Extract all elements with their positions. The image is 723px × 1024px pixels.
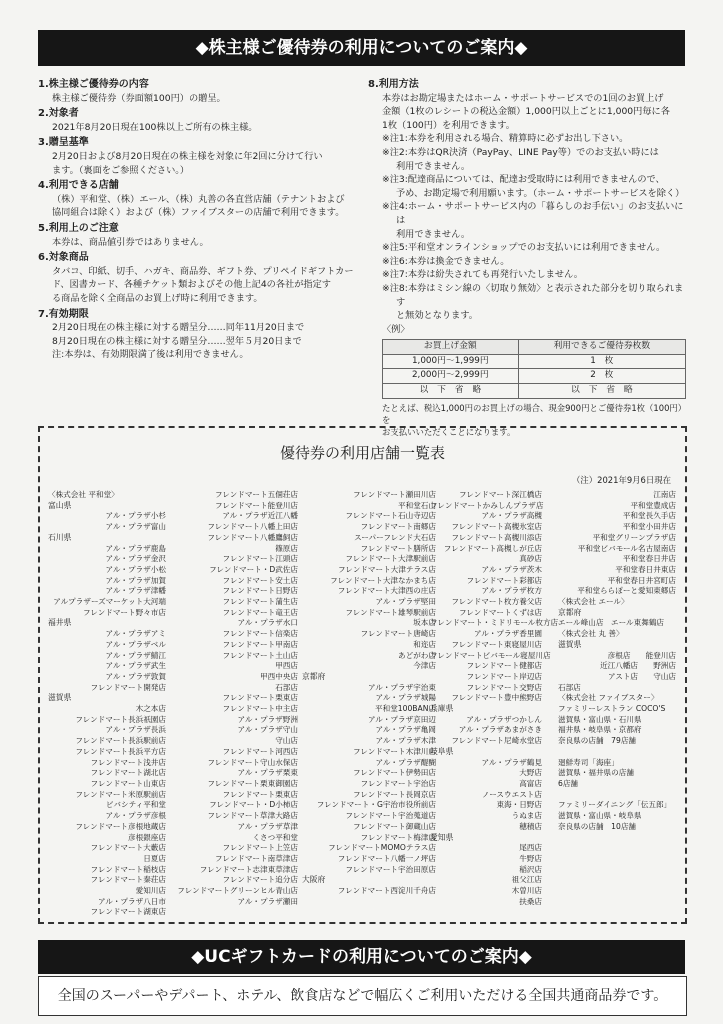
store-entry: アル・プラザ堅田 <box>375 597 436 607</box>
store-entry: アル・プラザ小松 <box>105 564 166 574</box>
store-entry: 平和堂石山 <box>398 500 436 510</box>
store-entry: 平和堂100BAN店 <box>375 704 436 714</box>
store-entry <box>558 790 676 801</box>
store-entry: 甲西中央店 <box>260 671 298 681</box>
uc-gift-description: 全国のスーパーやデパート、ホテル、飲食店などで幅広くご利用いただける全国共通商品券です。 <box>38 976 687 1016</box>
usage-note: ※注5:平和堂オンラインショップでのお支払いには利用できません。 <box>382 242 666 254</box>
store-entry: 江南店 <box>653 490 676 499</box>
store-entry: フレンドマート梅津店 <box>360 832 436 842</box>
guide-banner: ◆株主様ご優待券の利用についてのご案内◆ <box>38 30 685 66</box>
store-entry: フレンドマート浅井店 <box>90 757 166 767</box>
store-entry: 篠原店 <box>275 543 298 553</box>
info-section <box>38 179 356 220</box>
store-entry: フレンドマート八幡一ノ坪店 <box>337 853 436 863</box>
store-entry: 守山店 <box>275 736 298 746</box>
section-heading: 3.贈呈基準 <box>38 137 89 149</box>
store-entry: 和迩店 <box>413 639 436 649</box>
store-entry: 大阪府 <box>302 875 326 885</box>
store-entry: フレンドマート栗東御園店 <box>207 778 298 788</box>
store-entry: フレンドマート交野店 <box>466 682 542 692</box>
store-entry: アル・プラザアミ <box>105 629 166 639</box>
store-entry: 滋賀県・富山県・石川県 <box>558 714 642 724</box>
table-cell: 2 枚 <box>518 369 685 384</box>
store-entry: フレンドマート湖東店 <box>90 907 166 917</box>
store-entry: ファミリーダイニング「伝五郎」 <box>558 800 672 810</box>
table-cell: 1 枚 <box>518 354 685 369</box>
store-entry: フレンドマート健都店 <box>466 661 542 671</box>
info-section <box>38 308 356 362</box>
store-entry: ノースウエスト店 <box>481 789 542 799</box>
store-entry: アルプラザーズマーケット大河端 <box>53 597 166 607</box>
store-entry: アル・プラザ木津 <box>375 736 436 746</box>
store-list-box <box>38 426 687 924</box>
store-entry: フレンドマート湖北店 <box>90 768 166 778</box>
store-entry: フレンドマート長浜祇園店 <box>75 714 166 724</box>
table-cell: 2,000円～2,999円 <box>383 369 519 384</box>
store-entry: アル・プラザ近江八幡 <box>222 511 298 521</box>
store-entry: 平和堂グリーンプラザ店 <box>592 532 676 542</box>
usage-note: ※注8:本券はミシン線の〈切取り無効〉と表示された部分を切り取られます と無効となります。 <box>382 282 684 322</box>
store-entry: 〈株式会社 エール〉 <box>558 597 629 607</box>
section-heading: 4.利用できる店舗 <box>38 180 119 192</box>
store-entry: フレンドマート彩都店 <box>466 575 542 585</box>
store-entry: アル・プラザ瀬田 <box>237 896 298 906</box>
section-heading: 5.利用上のご注意 <box>38 222 119 234</box>
store-entry: フレンドマート能登川店 <box>214 500 298 510</box>
usage-note: ※注6:本券は換金できません。 <box>382 255 510 267</box>
store-entry: フレンドマート守山水保店 <box>207 757 298 767</box>
store-entry: フレンドマート・G宇治市役所前店 <box>316 800 436 810</box>
store-entry: アル・プラザ長浜 <box>105 725 166 735</box>
section-body: 2月20日現在の株主様に対する贈呈分……同年11月20日まで 8月20日現在の株主様に対する贈呈分……翌年５月20日まで 注:本券は、有効期限満了後は利用できません。 <box>52 322 305 361</box>
store-entry: フレンドマート江頭店 <box>222 554 298 564</box>
usage-method <box>368 78 690 438</box>
store-entry: 今津店 <box>413 661 436 671</box>
store-entry: 牛野店 <box>519 853 542 863</box>
usage-note: ※注4:ホーム・サポートサービス内の「暮らしのお手伝い」のお支払いには 利用できません。 <box>382 201 684 240</box>
store-entry: アル・プラザ枚方 <box>481 586 542 596</box>
section-body: 株主様ご優待券（券面額100円）の贈呈。 <box>52 92 226 104</box>
store-entry: フレンドマート尼崎水堂店 <box>451 736 542 746</box>
example-label: 〈例〉 <box>382 323 410 335</box>
store-entry: アル・プラザ金沢 <box>105 554 166 564</box>
store-entry: 石部店 <box>558 682 581 692</box>
store-entry: フレンドマート八幡鷹飼店 <box>207 532 298 542</box>
store-entry: 平和堂ららぽーと愛知東郷店 <box>577 586 676 596</box>
store-entry: フレンドマート長岡京店 <box>352 789 436 799</box>
info-section <box>38 251 356 305</box>
store-entry: フレンドマート御蔵山店 <box>352 821 436 831</box>
store-entry: フレンドマート宇治蒐道店 <box>345 811 436 821</box>
usage-heading: 8.利用方法 <box>368 79 419 90</box>
store-entry: アル・プラザ栗東 <box>237 768 298 778</box>
store-entry: 祖父江店 <box>511 875 542 885</box>
store-entry: 廻鮮寿司「海座」 <box>558 757 619 767</box>
store-entry: アル・プラザ城陽 <box>375 693 436 703</box>
store-entry: フレンドマート膳所店 <box>360 543 436 553</box>
store-entry: アル・プラザ敦賀 <box>105 671 166 681</box>
store-entry: 彦根銀座店 <box>128 832 166 842</box>
store-entry: 日夏店 <box>143 853 166 863</box>
store-entry: フレンドマート宇治店 <box>360 778 436 788</box>
section-body: 2月20日および8月20日現在の株主様を対象に年2回に分けて行い ます。（裏面をご参照ください。） <box>52 150 323 176</box>
store-entry: フレンドマート中主店 <box>222 704 298 714</box>
store-entry: アル・プラザ彦根 <box>105 811 166 821</box>
store-entry: フレンドマートくずは店 <box>458 607 542 617</box>
store-entry: フレンドマート五個荘店 <box>214 490 298 499</box>
section-heading: 1.株主様ご優待券の内容 <box>38 79 149 90</box>
store-entry: 坂本店 <box>413 618 436 628</box>
table-cell: 1,000円～1,999円 <box>383 354 519 369</box>
store-entry: フレンドマート栗東店 <box>222 693 298 703</box>
store-column-1 <box>48 490 166 918</box>
store-entry: フレンドマート彦根地蔵店 <box>75 821 166 831</box>
store-entry: フレンドマート上笠店 <box>222 843 298 853</box>
table-row <box>383 369 686 384</box>
store-entry: フレンドマート信楽店 <box>222 629 298 639</box>
uc-gift-banner: ◆UCギフトカードの利用についてのご案内◆ <box>38 940 685 974</box>
store-entry: 京都府 <box>558 607 582 617</box>
store-entry: 福井県・岐阜県・京都府 <box>558 725 642 735</box>
store-entry: フレンドマート竜王店 <box>222 607 298 617</box>
store-entry: フレンドマート栗東店 <box>222 789 298 799</box>
store-entry: フレンドマート伊勢田店 <box>352 768 436 778</box>
store-entry: 滋賀県 <box>48 693 72 703</box>
store-entry: 富山県 <box>48 500 72 510</box>
store-entry: アル・プラザ醍醐 <box>375 757 436 767</box>
store-entry: 平和堂春日井店 <box>622 554 676 564</box>
store-entry: 平和堂春日井宮町店 <box>607 575 676 585</box>
table-cell: 以 下 省 略 <box>518 384 685 399</box>
store-entry: 真砂店 <box>519 554 542 564</box>
store-entry: フレンドマート・ミドリモール枚方店 <box>430 618 559 628</box>
store-entry: フレンドマート深江橋店 <box>458 490 542 499</box>
store-entry: フレンドマート大津なかまち店 <box>330 575 436 585</box>
store-entry: うぬま店 <box>511 811 542 821</box>
store-entry: フレンドマート大津西の庄店 <box>337 586 436 596</box>
usage-body: 本券はお勘定場またはホーム・サポートサービスでの1回のお買上げ 金額（1枚のレシートの税込金額）1,000円以上ごとに1,000円毎に各 1枚（100円）を利用できます。 <box>382 92 670 131</box>
store-entry: フレンドマート岸辺店 <box>466 671 542 681</box>
store-entry: 愛知川店 <box>135 886 166 896</box>
store-entry: 福井県 <box>48 618 72 628</box>
section-heading: 7.有効期限 <box>38 308 89 320</box>
store-entry: フレンドマート木津川店 <box>352 746 436 756</box>
store-entry: アル・プラザ茨木 <box>481 564 542 574</box>
store-entry: フレンドマート豊中熊野店 <box>451 693 542 703</box>
store-entry: 稲沢店 <box>519 864 542 874</box>
store-entry: フレンドマート高槻川添店 <box>451 532 542 542</box>
store-entry: フレンドマート長浜駅前店 <box>75 736 166 746</box>
store-entry: フレンドマート大藪店 <box>90 843 166 853</box>
store-entry: フレンドマートMOMOテラス店 <box>328 843 436 853</box>
store-entry: 高富店 <box>519 778 542 788</box>
store-entry: 平和堂ビバモール名古屋南店 <box>577 543 676 553</box>
store-entry: 木曽川店 <box>511 886 542 896</box>
usage-note: ※注3:配達商品については、配達お受取時には利用できませんので、 予め、お勘定場で利用願います。（ホーム・サポートサービスを除く） <box>382 174 685 199</box>
store-entry: ファミリーレストラン COCO'S <box>558 704 666 714</box>
store-entry: 滋賀県・福井県の店舗 <box>558 768 634 778</box>
store-entry: フレンドマート稲枝店 <box>90 864 166 874</box>
store-column-5 <box>558 490 676 833</box>
store-entry: 扶桑店 <box>519 896 542 906</box>
store-entry: フレンドマート野々市店 <box>82 607 166 617</box>
store-entry: フレンドマートかみしんプラザ店 <box>430 500 544 510</box>
table-cell: 以 下 省 略 <box>383 384 519 399</box>
store-entry: アル・プラザ野洲 <box>237 714 298 724</box>
store-entry: フレンドマート南郷店 <box>360 522 436 532</box>
store-entry: フレンドマート・D武佐店 <box>209 564 298 574</box>
store-entry: ビバシティ平和堂 <box>105 800 166 810</box>
example-table <box>382 339 686 398</box>
store-entry: 平和堂小田井店 <box>622 522 676 532</box>
usage-notes <box>368 132 690 322</box>
store-entry: フレンドマート秦荘店 <box>90 875 166 885</box>
store-entry: 愛知県 <box>430 832 454 842</box>
section-body: （株）平和堂、（株）エール、（株）丸善の各直営店舗（テナントおよび 協同組合は除く）および（株）ファイブスターの店舗で利用できます。 <box>52 193 345 219</box>
table-row <box>383 354 686 369</box>
store-entry: フレンドマート高槻氷室店 <box>451 522 542 532</box>
store-entry: 岐阜県 <box>430 746 454 756</box>
store-entry: アル・プラザ津幡 <box>105 586 166 596</box>
example-note: たとえば、税込1,000円のお買上げの場合、現金900円とご優待券1枚（100円）を お支払いいただくことになります。 <box>382 402 687 437</box>
store-entry: フレンドマート開発店 <box>90 682 166 692</box>
store-entry: フレンドマート大津テラス店 <box>338 564 436 574</box>
store-list-title: 優待券の利用店舗一覧表 <box>279 444 445 462</box>
store-entry: 6店舗 <box>558 778 579 788</box>
store-entry: 東海・日野店 <box>496 800 542 810</box>
table-header: お買上げ金額 <box>383 340 519 355</box>
store-entry: 〈株式会社 丸 善〉 <box>558 629 624 639</box>
store-entry: アル・プラザ鯖江 <box>105 650 166 660</box>
store-entry: アル・プラザ高槻 <box>481 511 542 521</box>
store-entry: アル・プラザ鹿島 <box>105 543 166 553</box>
store-entry: フレンドマート日野店 <box>222 586 298 596</box>
store-entry: フレンドマート石山寺辺店 <box>345 511 436 521</box>
store-entry: 奈良県の店舗 79店舗 <box>558 736 637 746</box>
store-entry: アル・プラザ香里園 <box>473 629 542 639</box>
store-entry: 石部店 <box>275 682 298 692</box>
store-entry: フレンドマート草津大路店 <box>207 811 298 821</box>
section-heading: 2.対象者 <box>38 108 79 120</box>
info-section <box>38 136 356 177</box>
section-heading: 6.対象商品 <box>38 252 89 264</box>
store-entry: 木之本店 <box>135 704 166 714</box>
store-entry: フレンドマート南草津店 <box>214 853 298 863</box>
store-entry: アル・プラザ京田辺 <box>367 714 436 724</box>
store-entry: 近江八幡店 野洲店 <box>600 661 676 671</box>
table-row <box>383 384 686 399</box>
store-entry: エール峰山店 エール東舞鶴店 <box>558 618 665 628</box>
store-entry: フレンドマートグリーンヒル青山店 <box>177 886 298 896</box>
store-entry: 平和堂春日井東店 <box>615 564 676 574</box>
usage-note: ※注1:本券を利用される場合、精算時に必ずお出し下さい。 <box>382 133 629 145</box>
store-entry <box>558 747 676 758</box>
store-entry: フレンドマート西淀川千舟店 <box>337 886 436 896</box>
store-entry: 平和堂長久手店 <box>622 511 676 521</box>
section-body: タバコ、印紙、切手、ハガキ、商品券、ギフト券、プリペイドギフトカー ド、図書カード、各種チケット類およびその他上記4の各社が指定す る商品を除く全商品のお買上げ時に利用できます。 <box>52 265 354 304</box>
store-entry: フレンドマート大津駅前店 <box>345 554 436 564</box>
store-entry: フレンドマート宇治田原店 <box>345 864 436 874</box>
store-column-4 <box>430 490 559 907</box>
store-entry: アル・プラザ小杉 <box>105 511 166 521</box>
table-header: 利用できるご優待券枚数 <box>518 340 685 355</box>
store-entry: 滋賀県・富山県・岐阜県 <box>558 811 642 821</box>
left-info-column <box>38 78 356 364</box>
store-entry: アル・プラザ草津 <box>237 821 298 831</box>
store-entry: フレンドマートビバモール寝屋川店 <box>430 650 551 660</box>
usage-note: ※注2:本券はQR決済（PayPay、LINE Pay等）でのお支払い時には 利用できません。 <box>382 146 659 172</box>
store-entry: アル・プラザ八日市 <box>97 896 166 906</box>
section-body: 本券は、商品値引券ではありません。 <box>52 236 209 248</box>
store-entry: 奈良県の店舗 10店舗 <box>558 821 637 831</box>
store-entry: くさつ平和堂 <box>252 832 298 842</box>
store-entry: アル・プラザ鶴見 <box>481 757 542 767</box>
store-entry: 〈株式会社 ファイブスター〉 <box>558 693 659 703</box>
store-entry: 大野店 <box>519 768 542 778</box>
store-entry: フレンドマート志津東草津店 <box>199 864 298 874</box>
store-entry: フレンドマート・D小柿店 <box>209 800 298 810</box>
store-entry: 兵庫県 <box>430 704 454 714</box>
store-entry: フレンドマート雄琴駅前店 <box>345 607 436 617</box>
store-entry: フレンドマート高槻しが丘店 <box>443 543 542 553</box>
store-entry: 穂積店 <box>519 821 542 831</box>
store-entry: フレンドマート蒲生店 <box>222 597 298 607</box>
store-entry: 甲西店 <box>275 661 298 671</box>
info-section <box>38 222 356 249</box>
store-entry: アル・プラザ武生 <box>105 661 166 671</box>
store-entry: フレンドマート瀬田川店 <box>352 490 436 499</box>
store-entry: フレンドマート東寝屋川店 <box>451 639 542 649</box>
store-entry: アル・プラザつかしん <box>466 714 542 724</box>
store-column-3 <box>302 490 436 897</box>
store-entry: 石川県 <box>48 532 72 542</box>
usage-note: ※注7:本券は紛失されても再発行いたしません。 <box>382 269 583 281</box>
store-entry: アル・プラザ加賀 <box>105 575 166 585</box>
store-entry: 平和堂豊成店 <box>630 500 676 510</box>
store-entry: フレンドマート甲南店 <box>222 639 298 649</box>
store-entry: フレンドマート安土店 <box>222 575 298 585</box>
store-entry: アル・プラザ守山 <box>237 725 298 735</box>
store-entry: フレンドマート唐崎店 <box>360 629 436 639</box>
store-entry: アスト店 守山店 <box>607 671 676 681</box>
store-entry: 京都府 <box>302 671 326 681</box>
store-entry: スーパーフレンド大石店 <box>354 532 436 542</box>
store-entry: 〈株式会社 平和堂〉 <box>48 490 119 499</box>
store-entry: フレンドマート土山店 <box>222 650 298 660</box>
store-entry: アル・プラザ宇治東 <box>367 682 436 692</box>
store-entry: アル・プラザ富山 <box>105 522 166 532</box>
store-entry: 滋賀県 <box>558 639 582 649</box>
store-entry: アル・プラザあまがさき <box>458 725 542 735</box>
store-entry: フレンドマート山東店 <box>90 778 166 788</box>
store-entry: フレンドマート枚方養父店 <box>451 597 542 607</box>
store-entry: アル・プラザ水口 <box>237 618 298 628</box>
store-entry: フレンドマート追分店 <box>222 875 298 885</box>
store-entry: フレンドマート八幡上田店 <box>207 522 298 532</box>
info-section <box>38 107 356 134</box>
store-entry: あどがわ店 <box>398 650 436 660</box>
section-body: 2021年8月20日現在100株以上ご所有の株主様。 <box>52 121 258 133</box>
store-entry: アル・プラザ亀岡 <box>375 725 436 735</box>
store-column-2 <box>172 490 298 907</box>
store-entry: 彦根店 能登川店 <box>607 650 676 660</box>
store-entry: アル・プラザベル <box>105 639 166 649</box>
store-list-date: （注）2021年9月6日現在 <box>572 475 671 485</box>
info-section <box>38 78 356 105</box>
store-entry: フレンドマート河西店 <box>222 746 298 756</box>
store-entry: 尾西店 <box>519 843 542 853</box>
store-entry: フレンドマート長浜平方店 <box>75 746 166 756</box>
store-entry: フレンドマート米原駅前店 <box>75 789 166 799</box>
